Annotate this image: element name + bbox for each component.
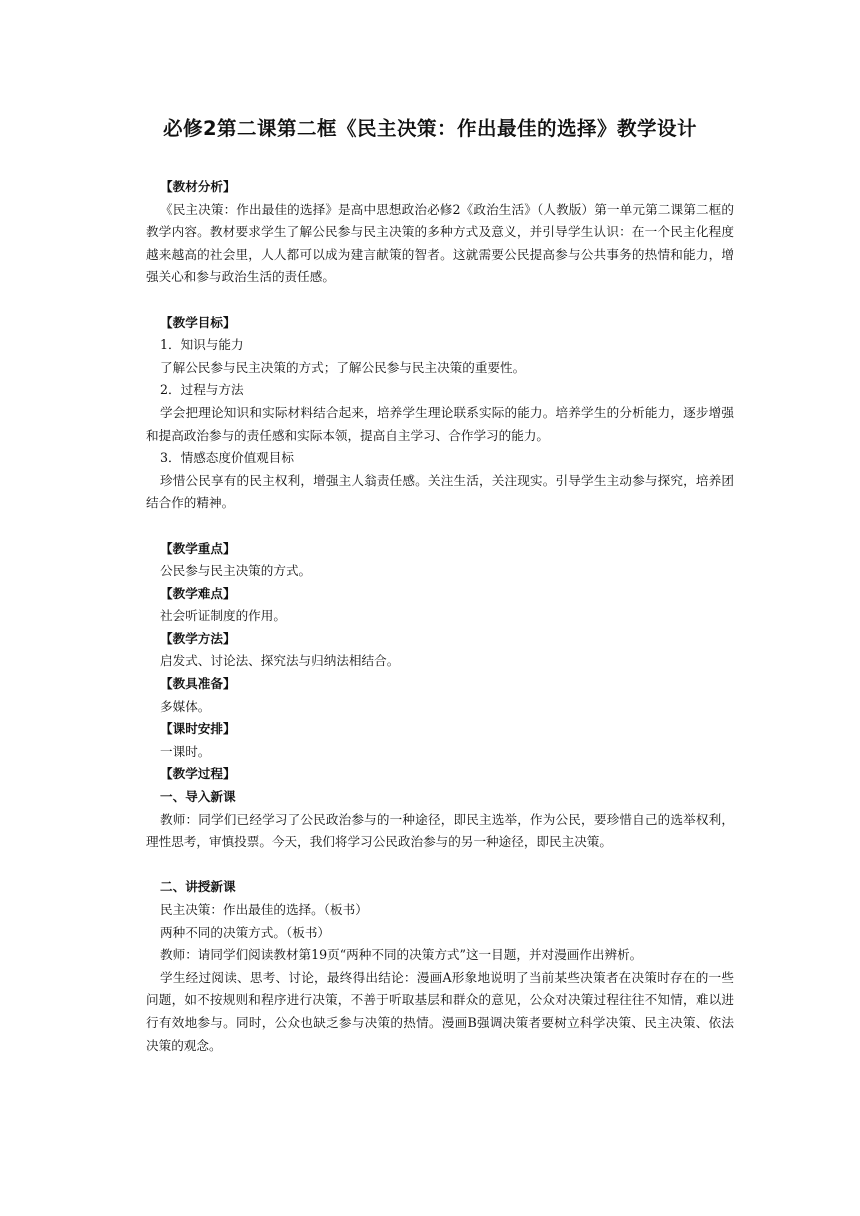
section-heading-difficulty: 【教学难点】 [160, 585, 236, 601]
process-part2-line3: 教师：请同学们阅读教材第19页“两种不同的决策方式”这一目题，并对漫画作出辨析。 [160, 947, 643, 963]
document-title: 必修2第二课第二框《民主决策：作出最佳的选择》教学设计 [162, 117, 698, 140]
process-part2-line2: 两种不同的决策方式。（板书） [160, 924, 331, 940]
section-heading-tools: 【教具准备】 [160, 676, 236, 692]
section-heading-schedule: 【课时安排】 [160, 721, 236, 737]
difficulty-body: 社会听证制度的作用。 [160, 608, 286, 624]
process-part1-heading: 一、导入新课 [160, 789, 236, 805]
process-part2-heading: 二、讲授新课 [160, 879, 236, 895]
tools-body: 多媒体。 [160, 698, 211, 714]
objective-2-body: 学会把理论知识和实际材料结合起来，培养学生理论联系实际的能力。培养学生的分析能力，逐步增强和提高政治参与的责任感和实际本领，提高自主学习、合作学习的能力。 [146, 404, 734, 443]
schedule-body: 一课时。 [160, 743, 211, 759]
document-body [146, 176, 734, 1057]
section-heading-key-point: 【教学重点】 [160, 540, 236, 556]
process-part2-line4: 学生经过阅读、思考、讨论，最终得出结论：漫画A形象地说明了当前某些决策者在决策时存在的一些问题，如不按规则和程序进行决策，不善于听取基层和群众的意见，公众对决策过程往往不知情，难以进行有效地参与。同时，公众也缺乏参与决策的热情。漫画B强调决策者要树立科学决策、民主决策、依法决策的观念。 [146, 969, 734, 1053]
objective-3-title: 3．情感态度价值观目标 [160, 450, 294, 466]
section-heading-method: 【教学方法】 [160, 630, 236, 646]
objective-3-body: 珍惜公民享有的民主权利，增强主人翁责任感。关注生活，关注现实。引导学生主动参与探究，培养团结合作的精神。 [146, 472, 734, 511]
key-point-body: 公民参与民主决策的方式。 [160, 563, 312, 579]
method-body: 启发式、讨论法、探究法与归纳法相结合。 [160, 653, 400, 669]
paragraph-analysis: 《民主决策：作出最佳的选择》是高中思想政治必修2《政治生活》（人教版）第一单元第二课第二框的教学内容。教材要求学生了解公民参与民主决策的多种方式及意义，并引导学生认识：在一个民主化程度越来越高的社会里，人人都可以成为建言献策的智者。这就需要公民提高参与公共事务的热情和能力，增强关心和参与政治生活的责任感。 [146, 201, 734, 285]
section-heading-process: 【教学过程】 [160, 766, 236, 782]
process-part2-line1: 民主决策：作出最佳的选择。（板书） [160, 902, 368, 917]
section-heading-analysis: 【教材分析】 [160, 179, 236, 194]
objective-2-title: 2．过程与方法 [160, 382, 244, 398]
objective-1-body: 了解公民参与民主决策的方式；了解公民参与民主决策的重要性。 [160, 359, 526, 375]
process-part1-body: 教师：同学们已经学习了公民政治参与的一种途径，即民主选举，作为公民，要珍惜自己的选举权利，理性思考，审慎投票。今天，我们将学习公民政治参与的另一种途径，即民主决策。 [146, 811, 734, 850]
objective-1-title: 1．知识与能力 [160, 337, 244, 353]
section-heading-objectives: 【教学目标】 [160, 314, 236, 330]
